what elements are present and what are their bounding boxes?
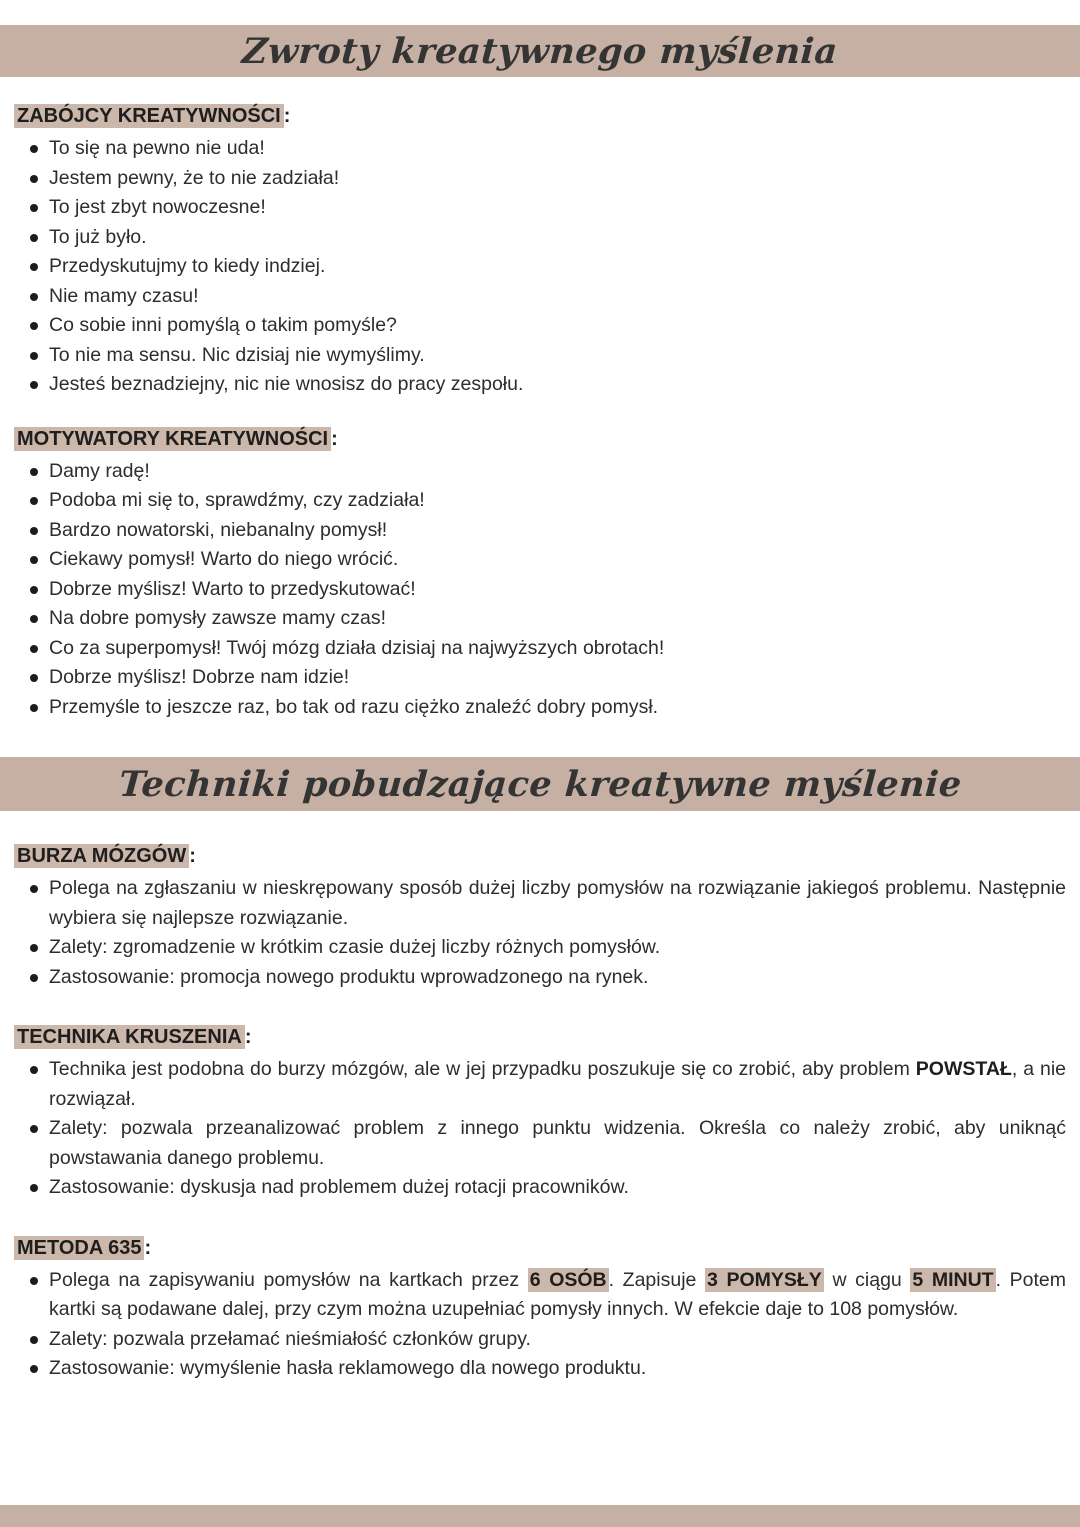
list-item [14, 1055, 1066, 1114]
list-item: Co za superpomysł! Twój mózg działa dzisiaj na najwyższych obrotach! [14, 634, 1066, 664]
section-heading: MOTYWATORY KREATYWNOŚCI : [14, 424, 1066, 454]
section-technika-kruszenia [14, 1022, 1066, 1203]
sections-group-techniques [0, 841, 1080, 1384]
highlighted-term: 3 POMYSŁY [707, 1268, 822, 1291]
bullet-list [14, 874, 1066, 992]
list-item: Jesteś beznadziejny, nic nie wnosisz do pracy zespołu. [14, 370, 1066, 400]
section-heading: METODA 635 : [14, 1233, 1066, 1263]
list-item: Dobrze myślisz! Dobrze nam idzie! [14, 663, 1066, 693]
list-item: Nie mamy czasu! [14, 282, 1066, 312]
section-metoda-635 [14, 1233, 1066, 1384]
list-item: Zalety: zgromadzenie w krótkim czasie dużej liczby różnych pomysłów. [14, 933, 1066, 963]
bullet-list [14, 1055, 1066, 1203]
section-heading-highlight: BURZA MÓZGÓW [14, 844, 189, 868]
list-item: Jestem pewny, że to nie zadziała! [14, 164, 1066, 194]
section-heading: TECHNIKA KRUSZENIA : [14, 1022, 1066, 1052]
text-segment: , a nie rozwiązał. [49, 1058, 1067, 1110]
sections-group-phrases [0, 101, 1080, 722]
section-heading-highlight: MOTYWATORY KREATYWNOŚCI [14, 427, 331, 451]
section-zabojcy-kreatywnosci [14, 101, 1066, 400]
section-heading-highlight: ZABÓJCY KREATYWNOŚCI [14, 104, 284, 128]
list-item: Przedyskutujmy to kiedy indziej. [14, 252, 1066, 282]
text-segment: Technika jest podobna do burzy mózgów, ale w jej przypadku poszukuje się co zrobić, aby problem [49, 1058, 916, 1080]
text-segment: . Potem kartki są podawane dalej, przy czym można uzupełniać pomysły innych. W efekcie daje to 108 pomysłów. [49, 1268, 1066, 1320]
list-item: Damy radę! [14, 457, 1066, 487]
bullet-list [14, 457, 1066, 723]
list-item: Bardzo nowatorski, niebanalny pomysł! [14, 516, 1066, 546]
list-item: Zalety: pozwala przeanalizować problem z innego punktu widzenia. Określa co należy zrobić, aby uniknąć powstawania danego problemu. [14, 1114, 1066, 1173]
section-heading-highlight: TECHNIKA KRUSZENIA [14, 1025, 245, 1049]
text-segment: Polega na zapisywaniu pomysłów na kartkach przez [49, 1268, 528, 1291]
text-segment: . Zapisuje [608, 1268, 705, 1291]
list-item: Zalety: pozwala przełamać nieśmiałość członków grupy. [14, 1325, 1066, 1355]
list-item: To już było. [14, 223, 1066, 253]
list-item: Zastosowanie: wymyślenie hasła reklamowego dla nowego produktu. [14, 1354, 1066, 1384]
bullet-list [14, 134, 1066, 400]
bottom-band [0, 1505, 1080, 1527]
list-item: Co sobie inni pomyślą o takim pomyśle? [14, 311, 1066, 341]
bold-term: POWSTAŁ [915, 1058, 1012, 1080]
highlighted-term: 6 OSÓB [529, 1268, 607, 1291]
bullet-list [14, 1266, 1066, 1384]
section-title-techniques: Techniki pobudzające kreatywne myślenie [117, 763, 963, 805]
section-heading: BURZA MÓZGÓW : [14, 841, 1066, 871]
section-motywatory-kreatywnosci [14, 424, 1066, 723]
list-item: Zastosowanie: dyskusja nad problemem dużej rotacji pracowników. [14, 1173, 1066, 1203]
section-burza-mozgow [14, 841, 1066, 992]
title-banner-top [0, 25, 1080, 77]
list-item: Podoba mi się to, sprawdźmy, czy zadziała! [14, 486, 1066, 516]
list-item: Ciekawy pomysł! Warto do niego wrócić. [14, 545, 1066, 575]
list-item: Polega na zgłaszaniu w nieskrępowany sposób dużej liczby pomysłów na rozwiązanie jakiegoś problemu. Następnie wybiera się najlepsze rozwiązanie. [14, 874, 1066, 933]
list-item: Zastosowanie: promocja nowego produktu wprowadzonego na rynek. [14, 963, 1066, 993]
list-item [14, 1266, 1066, 1325]
section-heading: ZABÓJCY KREATYWNOŚCI : [14, 101, 1066, 131]
list-item: Przemyśle to jeszcze raz, bo tak od razu ciężko znaleźć dobry pomysł. [14, 693, 1066, 723]
page-title: Zwroty kreatywnego myślenia [240, 30, 840, 72]
list-item: To się na pewno nie uda! [14, 134, 1066, 164]
section-heading-highlight: METODA 635 [14, 1236, 144, 1260]
title-banner-middle [0, 757, 1080, 811]
list-item: Dobrze myślisz! Warto to przedyskutować! [14, 575, 1066, 605]
highlighted-term: 5 MINUT [912, 1268, 994, 1291]
list-item: To jest zbyt nowoczesne! [14, 193, 1066, 223]
list-item: Na dobre pomysły zawsze mamy czas! [14, 604, 1066, 634]
list-item: To nie ma sensu. Nic dzisiaj nie wymyślimy. [14, 341, 1066, 371]
text-segment: w ciągu [823, 1268, 911, 1291]
